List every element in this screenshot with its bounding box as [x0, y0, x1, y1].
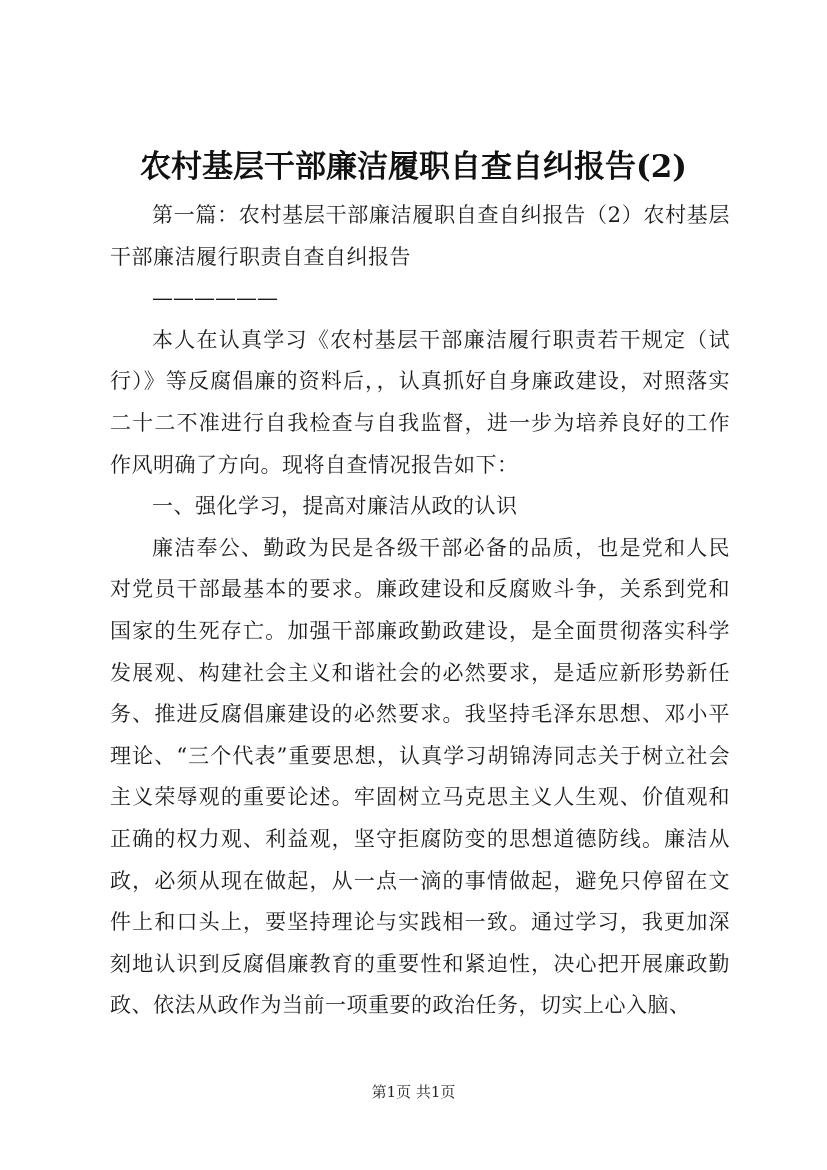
paragraph-heading-intro: 第一篇：农村基层干部廉洁履职自查自纠报告（2）农村基层干部廉洁履行职责自查自纠报告: [110, 203, 730, 269]
document-body: [110, 195, 730, 1027]
section-heading: 一、强化学习，提高对廉洁从政的认识: [152, 494, 518, 519]
paragraph-main: 廉洁奉公、勤政为民是各级干部必备的品质，也是党和人民对党员干部最基本的要求。廉政建设和反腐败斗争，关系到党和国家的生死存亡。加强干部廉政勤政建设，是全面贯彻落实科学发展观、构建社会主义和谐社会的必然要求，是适应新形势新任务、推进反腐倡廉建设的必然要求。我坚持毛泽东思想、邓小平理论、“三个代表”重要思想，认真学习胡锦涛同志关于树立社会主义荣辱观的重要论述。牢固树立马克思主义人生观、价值观和正确的权力观、利益观，坚守拒腐防变的思想道德防线。廉洁从政，必须从现在做起，从一点一滴的事情做起，避免只停留在文件上和口头上，要坚持理论与实践相一致。通过学习，我更加深刻地认识到反腐倡廉教育的重要性和紧迫性，决心把开展廉政勤政、依法从政作为当前一项重要的政治任务，切实上心入脑、: [110, 535, 730, 1018]
separator-line: ——————: [152, 286, 278, 311]
document-title: 农村基层干部廉洁履职自查自纠报告(2): [140, 149, 687, 185]
paragraph-intro: 本人在认真学习《农村基层干部廉洁履行职责若干规定（试行）》等反腐倡廉的资料后，，认真抓好自身廉政建设，对照落实二十二不准进行自我检查与自我监督，进一步为培养良好的工作作风明确了方向。现将自查情况报告如下：: [110, 327, 730, 477]
page-footer: 第1页 共1页: [371, 1083, 456, 1101]
